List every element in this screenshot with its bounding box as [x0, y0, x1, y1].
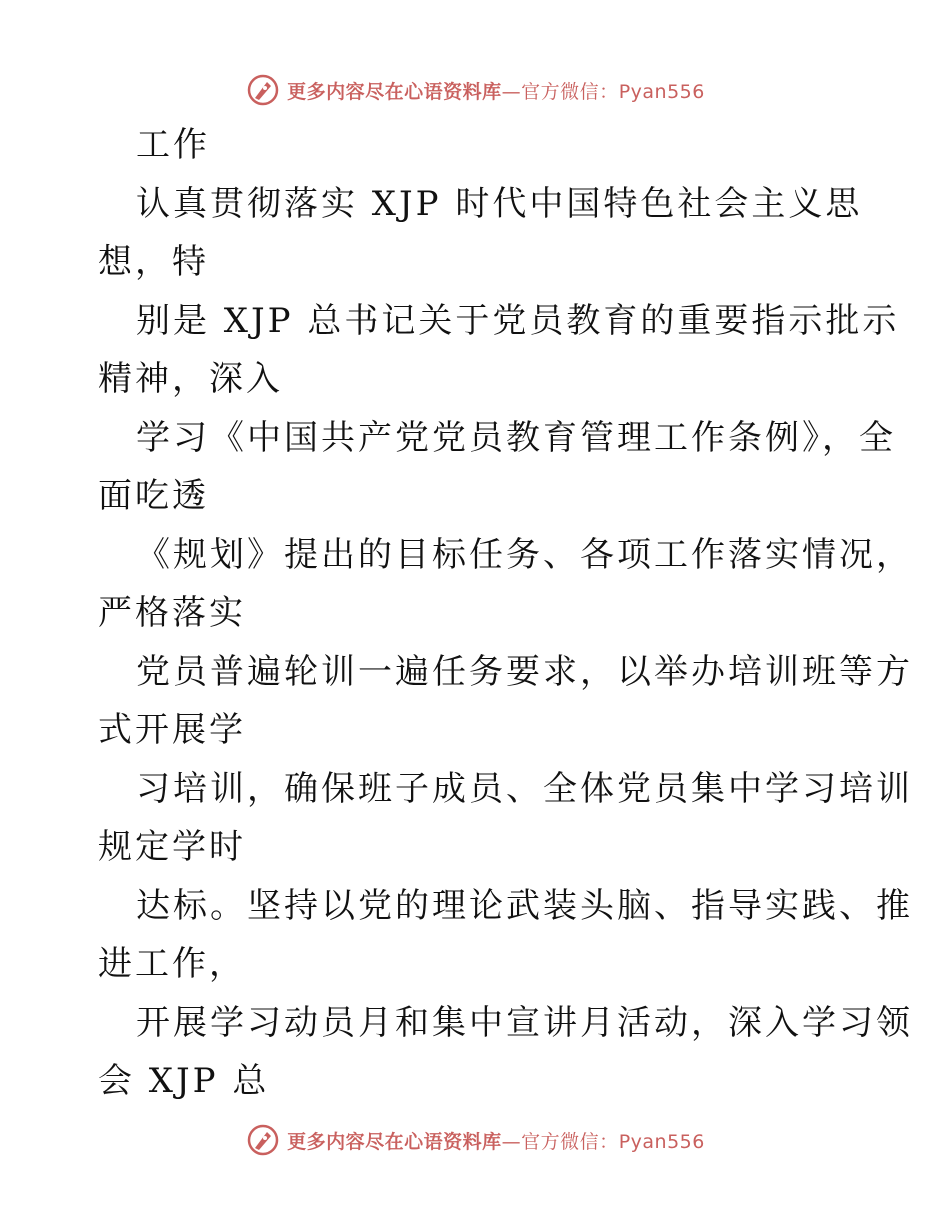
watermark-dash: —: [501, 1130, 522, 1153]
text-line: 认真贯彻落实 XJP 时代中国特色社会主义思: [136, 184, 863, 224]
text-line: 党员普遍轮训一遍任务要求，以举办培训班等方: [136, 652, 913, 692]
text-line: 规定学时: [98, 827, 246, 867]
text-line: 式开展学: [98, 710, 246, 750]
text-line: 别是 XJP 总书记关于党员教育的重要指示批示: [136, 301, 900, 341]
text-line: 进工作，: [98, 944, 246, 984]
watermark-text: [287, 1127, 705, 1154]
text-line: 学习《中国共产党党员教育管理工作条例》，全: [136, 418, 896, 458]
text-line: 想，特: [98, 242, 209, 282]
text-line: 达标。坚持以党的理论武装头脑、指导实践、推: [136, 886, 913, 926]
watermark-contact-label: 官方微信：: [521, 1130, 619, 1153]
pen-nib-logo-icon: [245, 1122, 281, 1158]
text-line: 工作: [136, 125, 210, 165]
text-line: 开展学习动员月和集中宣讲月活动，深入学习领: [136, 1003, 913, 1043]
text-line: 习培训，确保班子成员、全体党员集中学习培训: [136, 769, 913, 809]
text-line: 会 XJP 总: [98, 1061, 270, 1101]
text-line: 严格落实: [98, 593, 246, 633]
text-line: 《规划》提出的目标任务、各项工作落实情况，: [136, 535, 913, 575]
watermark-dash: —: [501, 80, 522, 103]
text-line: 精神，深入: [98, 359, 283, 399]
footer-watermark: [0, 1120, 950, 1160]
watermark-brand: 更多内容尽在心语资料库: [287, 80, 502, 103]
watermark-contact-label: 官方微信：: [521, 80, 619, 103]
text-line: 面吃透: [98, 476, 209, 516]
watermark-brand: 更多内容尽在心语资料库: [287, 1130, 502, 1153]
watermark-contact-id: Pyan556: [618, 1130, 705, 1153]
watermark-contact-id: Pyan556: [618, 80, 705, 103]
